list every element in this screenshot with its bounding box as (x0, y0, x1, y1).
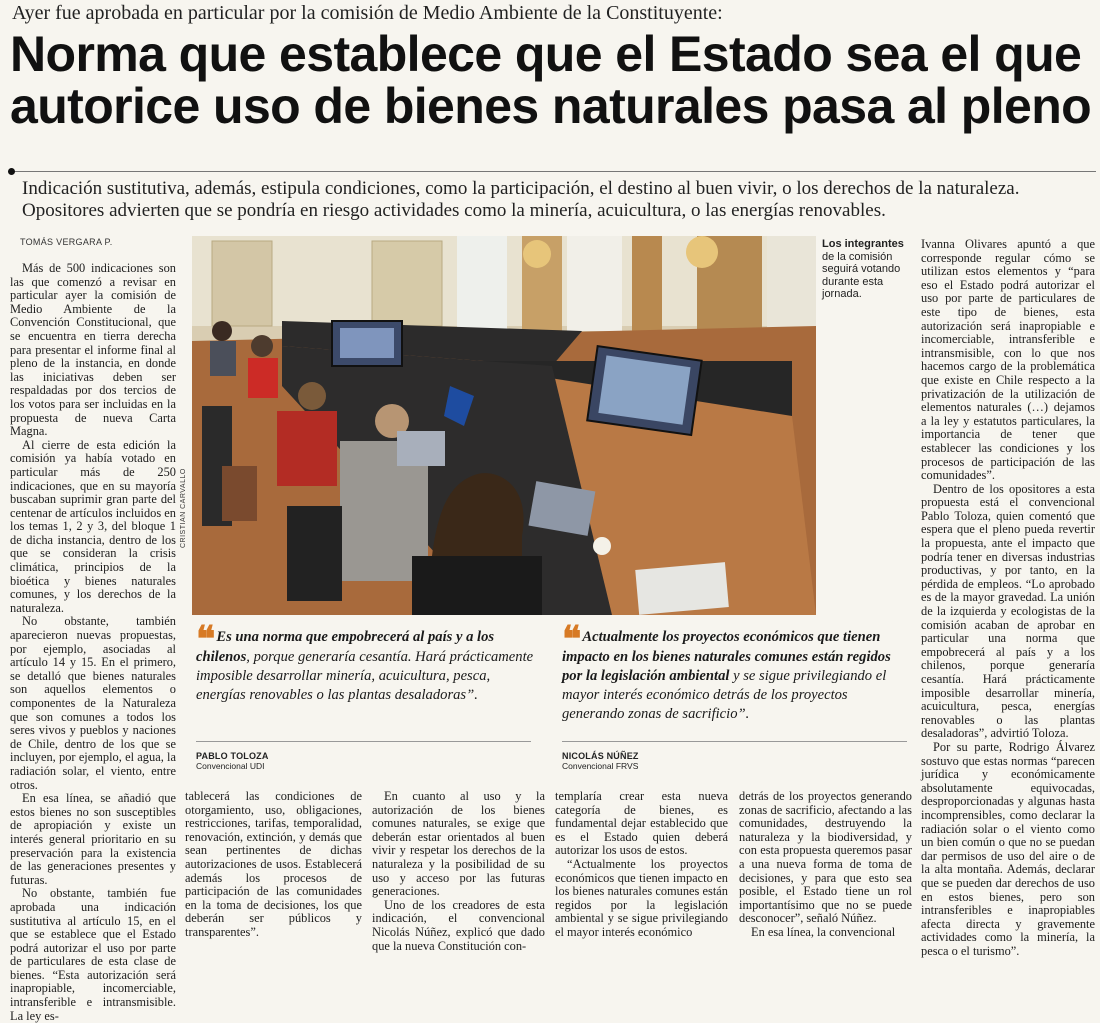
quote-divider (562, 741, 907, 742)
body-column-5 (739, 790, 912, 940)
quote-divider (196, 741, 531, 742)
paragraph: tablecerá las condiciones de otorgamiento, uso, obligaciones, restricciones, tarifas, temporalidad, renovación, extinción, y demás que sean pertinentes de dichas autorizaciones de usos. Establecerá además los procesos de participación de las comunidades en la toma de decisiones, los que deberán ser públicos y transparentes”. (185, 789, 362, 939)
paragraph: templaría crear esta nueva categoría de bienes, es fundamental dejar establecido que es el Estado quien deberá autorizar los usos de estos. (555, 789, 728, 858)
paragraph: En cuanto al uso y la autorización de los bienes comunes naturales, se exige que deberán estar orientados al buen vivir y respetar los derechos de la naturaleza y la posibilidad de su uso y acceso por las futuras generaciones. (372, 789, 545, 899)
paragraph: No obstante, también fue aprobada una indicación sustitutiva al artículo 15, en el que se establece que el Estado podrá autorizar el uso por parte de particulares de esta clase de bienes. “Esta autorización será inapropiable, incomerciable, intransferible e intransmisible. La ley es- (10, 886, 176, 1023)
caption-text: de la comisión seguirá votando durante esta jornada. (822, 250, 901, 300)
quote-author-name: PABLO TOLOZA (196, 751, 269, 761)
quote-author-name: NICOLÁS NÚÑEZ (562, 751, 639, 761)
meeting-photo (192, 236, 816, 615)
bullet-dot (8, 168, 15, 175)
paragraph: Al cierre de esta edición la comisión ya había votado en particular más de 250 indicaciones, que en su mayoría buscaban suprimir gran parte del centenar de artículos incluidos en los temas 1, 2 y 3, del bloque 1 de dicha instancia, dentro de los que se consideran la crisis climática, principios de la bioética y bienes naturales comunes, y los derechos de la naturaleza. (10, 437, 176, 615)
divider (8, 171, 1096, 172)
deck-line-2: Opositores advierten que se pondría en riesgo actividades como la minería, acuicultura, o las energías renovables. (22, 200, 886, 221)
pull-quote-2-bold: Actualmente los proyectos económicos que tienen impacto en los bienes naturales comunes están regidos por la legislación ambiental (562, 629, 891, 684)
photo-caption (822, 238, 914, 301)
pull-quote-1 (196, 618, 536, 705)
body-column-3 (372, 789, 545, 953)
body-column-1 (10, 261, 176, 1023)
deck-line-1: Indicación sustitutiva, además, estipula condiciones, como la participación, el destino al buen vivir, o los derechos de la naturaleza. (22, 178, 1020, 199)
kicker: Ayer fue aprobada en particular por la comisión de Medio Ambiente de la Constituyente: (12, 2, 723, 24)
caption-lead: Los integrantes (822, 238, 904, 250)
meeting-photo-illustration (192, 236, 816, 615)
paragraph: Uno de los creadores de esta indicación, el convencional Nicolás Núñez, explicó que dado que la nueva Constitución con- (372, 897, 545, 953)
byline: TOMÁS VERGARA P. (20, 237, 113, 247)
quote-mark-icon: ❝ (562, 618, 579, 660)
paragraph: En esa línea, se añadió que estos bienes no son susceptibles de apropiación y existe un interés general prioritario en su preservación para la existencia de las generaciones presentes y futuras. (10, 791, 176, 887)
headline: Norma que establece que el Estado sea el que autorice uso de bienes naturales pasa al pleno (10, 26, 1092, 134)
paragraph: En esa línea, la convencional (751, 924, 896, 939)
paragraph: Dentro de los opositores a esta propuesta está el convencional Pablo Toloza, quien comentó que espera que el pleno pueda revertir la propuesta, ante el impacto que podría tener en diversas industrias productivas, y por tanto, en la pérdida de empleos. “Lo aprobado es de la mayor gravedad. La unión de la izquierda y ecologistas de la comisión acaban de aprobar en particular una norma que empobrecerá al país y a los chilenos, porque generaría cesantía. Hará prácticamente imposible desarrollar minería, acuicultura, pesca, energías renovables o las plantas desaladoras”, advirtió Toloza. (921, 481, 1095, 741)
paragraph: No obstante, también aparecieron nuevas propuestas, por ejemplo, asociadas al artículo 14 y 15. En el primero, se detalló que bienes naturales son aquellos elementos o componentes de la Naturaleza que son comunes a todos los seres vivos y pueblos y naciones de Chile, dentro de los que se incluyen, por ejemplo, el agua, la radiación solar, el viento, entre otros. (10, 614, 176, 792)
photo-credit: CRISTIAN CARVALLO (180, 468, 187, 548)
paragraph: Más de 500 indicaciones son las que comenzó a revisar en particular ayer la comisión de Medio Ambiente de la Convención Constitucional, que se encuentra en tierra derecha para presentar el informe final al pleno de la instancia, en donde las iniciativas deben ser respaldadas por dos tercios de los votos para ser incluidas en la propuesta de nueva Carta Magna. (10, 261, 176, 439)
quote-attribution-2 (562, 751, 639, 771)
quote-author-role: Convencional FRVS (562, 761, 639, 771)
paragraph: detrás de los proyectos generando zonas de sacrificio, afectando a las comunidades, destruyendo la naturaleza y la biodiversidad, y con esta propuesta queremos pasar a una nueva forma de toma de decisiones, y para que esto sea posible, el Estado tiene un rol importantísimo que no se puede desconocer”, señaló Núñez. (739, 789, 912, 926)
pull-quote-2-rest: y se sigue privilegiando el mayor interés económico detrás de los proyectos generando zonas de sacrificio”. (562, 668, 887, 722)
body-column-6 (921, 237, 1095, 958)
quote-attribution-1 (196, 751, 269, 771)
pull-quote-2 (562, 618, 907, 724)
quote-mark-icon: ❝ (196, 618, 213, 660)
paragraph: Ivanna Olivares apuntó a que corresponde regular cómo se utilizan estos elementos y “para eso el Estado podrá autorizar el uso por parte de particulares de este tipo de bienes, esta autorización será inapropiable e incomerciable, intransferible e intransmisible, con lo que nos hacemos cargo de la problemática que existe en Chile respecto a la privatización de la utilización de elementos naturales (…) dejamos a la ley y estatutos particulares, la importancia de tener que establecer las condiciones y los procesos de participación de las comunidades”. (921, 237, 1095, 483)
paragraph: Por su parte, Rodrigo Álvarez sostuvo que estas normas “parecen jurídica y económicamente absolutamente equivocadas, desproporcionadas y algunas hasta incomprensibles, como declarar la radiación solar o el viento como un bien común o que no se puedan dar permisos de uso del aire o de la alta montaña. Además, declarar que se pueden dar derechos de uso en estos bienes, pero son intransferibles e inapropiables afecta directa y gravemente actividades como la minería, la pesca o el turismo”. (921, 739, 1095, 958)
body-column-2 (185, 790, 362, 940)
pull-quote-1-rest: , porque generaría cesantía. Hará prácticamente imposible desarrollar minería, acuicultura, pesca, energías renovables o las plantas desaladoras”. (196, 649, 534, 703)
pull-quote-1-bold: Es una norma que empobrecerá al país y a los chilenos (196, 629, 495, 665)
quote-author-role: Convencional UDI (196, 761, 265, 771)
deck (22, 178, 1092, 222)
body-column-4 (555, 790, 728, 940)
paragraph: “Actualmente los proyectos económicos que tienen impacto en los bienes naturales comunes están regidos por la legislación ambiental y se sigue privilegiando el mayor interés económico (555, 856, 728, 939)
